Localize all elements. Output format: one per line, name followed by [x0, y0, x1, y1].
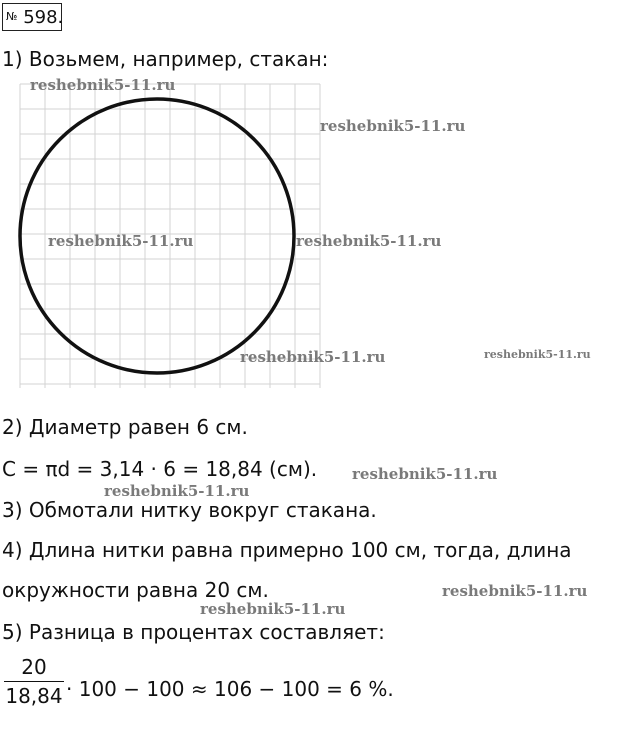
watermark: reshebnik5-11.ru [240, 348, 386, 366]
watermark: reshebnik5-11.ru [442, 582, 588, 600]
formula-circumference: C = πd = 3,14 · 6 = 18,84 (см). [2, 457, 318, 481]
step-3: 3) Обмотали нитку вокруг стакана. [2, 498, 377, 522]
problem-number: № 598. [2, 3, 62, 31]
watermark: reshebnik5-11.ru [30, 76, 176, 94]
watermark: reshebnik5-11.ru [484, 348, 591, 361]
step-5: 5) Разница в процентах составляет: [2, 620, 385, 644]
final-expression: · 100 − 100 ≈ 106 − 100 = 6 %. [66, 677, 394, 701]
fraction-denominator: 18,84 [5, 684, 63, 708]
watermark: reshebnik5-11.ru [352, 465, 498, 483]
step-4-line-2: окружности равна 20 см. [2, 578, 269, 602]
fraction-numerator: 20 [21, 655, 47, 679]
step-1: 1) Возьмем, например, стакан: [2, 47, 329, 71]
watermark: reshebnik5-11.ru [104, 482, 250, 500]
percent-fraction [4, 655, 64, 708]
step-4-line-1: 4) Длина нитки равна примерно 100 см, тогда, длина [2, 538, 572, 562]
fraction-bar [4, 681, 64, 682]
watermark: reshebnik5-11.ru [200, 600, 346, 618]
watermark: reshebnik5-11.ru [48, 232, 194, 250]
watermark: reshebnik5-11.ru [296, 232, 442, 250]
watermark: reshebnik5-11.ru [320, 117, 466, 135]
step-2: 2) Диаметр равен 6 см. [2, 415, 248, 439]
